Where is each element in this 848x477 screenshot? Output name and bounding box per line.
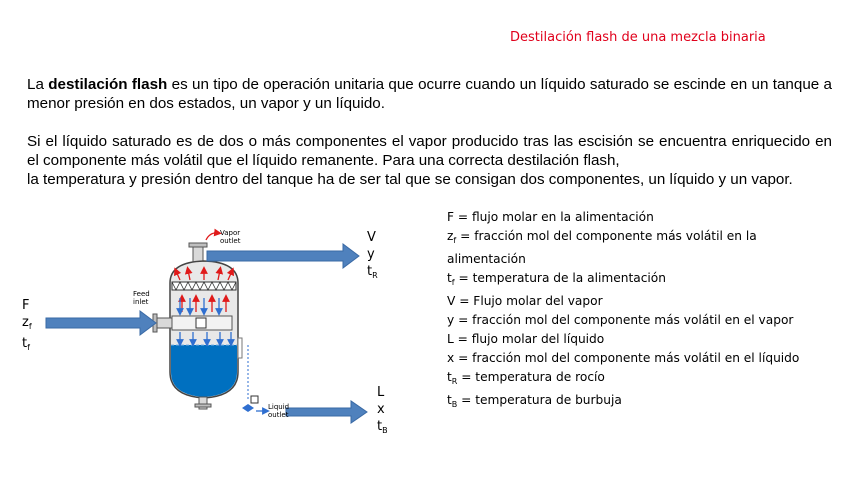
definition-text: = temperatura de rocío xyxy=(457,370,605,384)
liquid-t: $t_B$ xyxy=(377,419,388,435)
definition-text: = flujo molar en la alimentación xyxy=(454,210,654,224)
definition-item xyxy=(447,208,799,227)
definition-text: alimentación xyxy=(447,252,526,266)
vapor-y: y xyxy=(367,247,375,262)
definition-item xyxy=(447,368,799,391)
definition-symbol: V xyxy=(447,294,456,308)
intro-bold-term: destilación flash xyxy=(48,76,168,93)
definition-subscript: R xyxy=(451,377,458,386)
liquid-pool xyxy=(171,345,237,397)
definition-symbol: F xyxy=(447,210,455,224)
definition-item xyxy=(447,292,799,311)
vapor-t: $t_R$ xyxy=(367,264,378,280)
definition-item xyxy=(447,330,799,349)
vapor-symbols xyxy=(367,229,378,284)
definition-text: = temperatura de la alimentación xyxy=(454,271,666,285)
inlet-z: $z_f$ xyxy=(22,315,32,331)
inlet-symbols xyxy=(22,297,32,356)
definition-item xyxy=(447,311,799,330)
second-paragraph-line1: Si el líquido saturado es de dos o más componentes el vapor producido tras las escisión se encuentra enriquecido en el componente más volátil que el líquido remanente. Para una correcta destilación flash, xyxy=(27,133,832,169)
vapor-flow-arrow xyxy=(207,244,359,268)
vapor-flange xyxy=(189,243,207,247)
inlet-t: $t_f$ xyxy=(22,336,30,352)
definition-subscript: f xyxy=(451,278,455,287)
distributor-box xyxy=(196,318,206,328)
definition-item xyxy=(447,349,799,368)
definition-symbol: x xyxy=(447,351,455,365)
definition-symbol: t xyxy=(447,271,452,285)
definition-text: = temperatura de burbuja xyxy=(457,393,622,407)
definition-subscript: f xyxy=(453,236,457,245)
definitions-list xyxy=(447,208,799,414)
liquid-symbols xyxy=(377,384,388,439)
intro-lead: La xyxy=(27,76,49,93)
definition-symbol: y xyxy=(447,313,455,327)
definition-symbol: z xyxy=(447,229,454,243)
feed-inlet-label: Feed inlet xyxy=(133,290,150,306)
definition-item xyxy=(447,227,799,250)
level-controller xyxy=(251,396,258,403)
feed-nozzle xyxy=(156,318,172,328)
liquid-outlet-label: Liquid outlet xyxy=(268,403,290,419)
intro-rest: es un tipo de operación unitaria que ocurre cuando un líquido saturado se escinde en un tanque a menor presión en dos estados, un vapor y un líquido. xyxy=(27,76,832,112)
definition-item xyxy=(447,391,799,414)
definition-symbol: t xyxy=(447,370,452,384)
liquid-flow-arrow xyxy=(286,401,367,423)
definition-text: = fracción mol del componente más volátil en la xyxy=(456,229,757,243)
definition-text: = fracción mol del componente más volátil en el líquido xyxy=(454,351,800,365)
definition-symbol: t xyxy=(447,393,452,407)
page-title: Destilación flash de una mezcla binaria xyxy=(510,30,766,45)
definition-subscript: B xyxy=(451,400,458,409)
definition-item xyxy=(447,250,799,269)
liquid-L: L xyxy=(377,385,385,400)
inlet-F: F xyxy=(22,298,30,313)
definition-text: = fracción mol del componente más volátil en el vapor xyxy=(454,313,794,327)
definition-text: = Flujo molar del vapor xyxy=(455,294,603,308)
definition-text: = flujo molar del líquido xyxy=(453,332,605,346)
definition-symbol: L xyxy=(447,332,454,346)
liquid-outlet-valve xyxy=(242,404,254,412)
vapor-exit-arrow xyxy=(206,233,218,240)
level-gauge xyxy=(238,338,242,358)
feed-flow-arrow xyxy=(46,311,156,335)
definition-item xyxy=(447,269,799,292)
vapor-outlet-label: Vapor outlet xyxy=(220,229,241,245)
liquid-x: x xyxy=(377,402,385,417)
vapor-V: V xyxy=(367,230,376,245)
bottom-flange xyxy=(195,404,211,407)
second-paragraph-line2: la temperatura y presión dentro del tanque ha de ser tal que se consigan dos componentes, un líquido y un vapor. xyxy=(27,171,793,188)
